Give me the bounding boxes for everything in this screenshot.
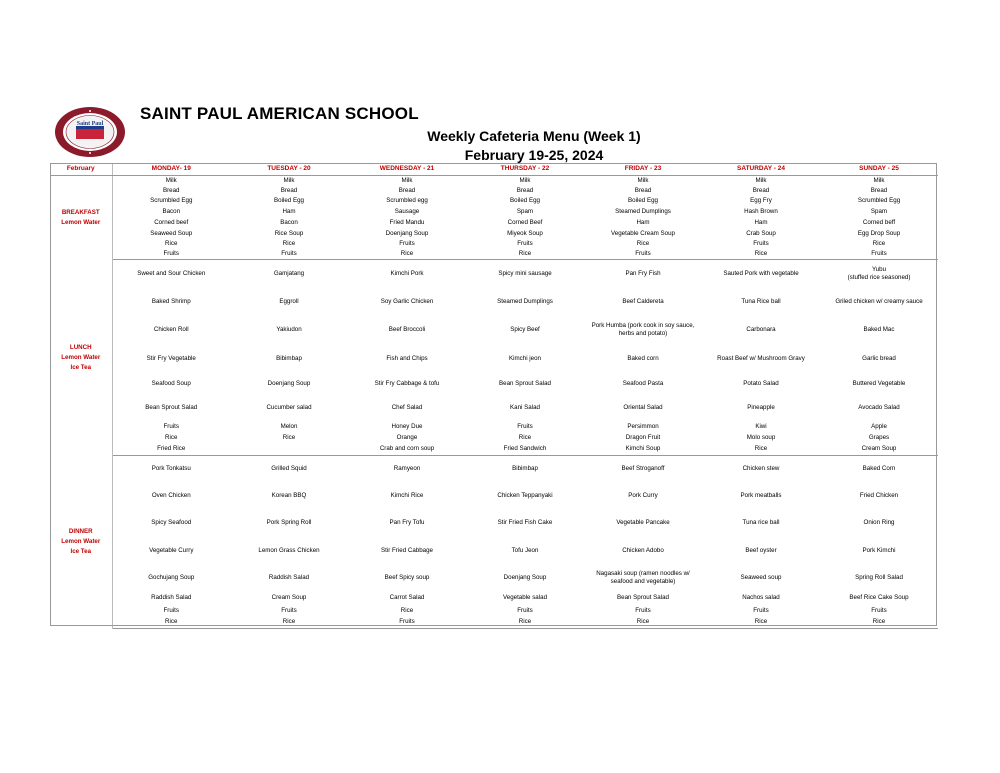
menu-item: Seaweed Soup xyxy=(150,229,193,237)
menu-item: Rice xyxy=(112,617,230,629)
menu-item: Doenjang Soup xyxy=(267,379,311,387)
menu-item: Ham xyxy=(282,208,296,215)
menu-item: Kimchi Rice xyxy=(390,492,424,499)
menu-item: Kimchi jeon xyxy=(509,354,541,362)
menu-item: Rice xyxy=(282,434,296,441)
menu-item: Milk xyxy=(519,177,531,184)
menu-item: Roast Beef w/ Mushroom Gravy xyxy=(717,354,805,362)
menu-item: Ham xyxy=(754,219,768,226)
menu-item: Stir Fried Cabbage xyxy=(381,546,433,554)
menu-item: Molo soup xyxy=(746,434,776,441)
menu-item: Nachos salad xyxy=(742,594,780,601)
menu-item: Rice Soup xyxy=(274,229,304,237)
month-header: February xyxy=(50,163,112,176)
menu-item: Rice xyxy=(466,617,584,629)
dinner-row xyxy=(50,565,938,592)
menu-item: Fruits xyxy=(112,249,230,260)
menu-item: Rice xyxy=(636,240,650,247)
breakfast-label: BREAKFAST Lemon Water xyxy=(50,176,112,260)
menu-item: Tuna rice ball xyxy=(742,519,780,526)
breakfast-row xyxy=(50,176,938,187)
menu-item: Scrumbled Egg xyxy=(857,197,901,204)
breakfast-row xyxy=(50,196,938,206)
menu-item: Seafood Soup xyxy=(151,379,191,387)
menu-item: Gochujang Soup xyxy=(148,574,195,581)
lunch-row xyxy=(50,444,938,456)
menu-item: Fruits xyxy=(753,606,769,614)
dinner-row xyxy=(50,483,938,510)
menu-item: Spicy Seafood xyxy=(151,519,192,526)
menu-item: Vegetable Cream Soup xyxy=(611,229,675,237)
menu-item: Scrumbled egg xyxy=(386,197,428,204)
breakfast-row xyxy=(50,218,938,228)
day-header-friday: FRIDAY - 23 xyxy=(584,163,702,176)
menu-item: Fruits xyxy=(399,240,415,247)
menu-item: Fried Rice xyxy=(112,444,230,456)
menu-item: Beef Spicy soup xyxy=(384,574,430,581)
menu-item: Bean Sprout Salad xyxy=(617,594,669,601)
menu-item: Gamjatang xyxy=(273,269,305,277)
menu-item: Fruits xyxy=(753,240,769,247)
menu-item: Fruits xyxy=(871,606,887,614)
menu-item: Kimchi Soup xyxy=(584,444,702,456)
day-header-monday: MONDAY- 19 xyxy=(112,163,230,176)
breakfast-row xyxy=(50,186,938,196)
menu-item: Kiwi xyxy=(755,422,767,430)
logo-text: Saint Paul xyxy=(76,121,104,127)
menu-item: Onion Ring xyxy=(863,519,895,526)
menu-title: Weekly Cafeteria Menu (Week 1) xyxy=(427,128,641,144)
menu-item: Bread xyxy=(398,187,416,194)
menu-item: Corned beef xyxy=(154,219,189,226)
menu-item: Milk xyxy=(401,177,413,184)
menu-item: Sweet and Sour Chicken xyxy=(137,269,206,277)
day-header-saturday: SATURDAY - 24 xyxy=(702,163,820,176)
menu-item: Crab and corn soup xyxy=(348,444,466,456)
menu-item: Melon xyxy=(280,422,298,430)
menu-item: Cucumber salad xyxy=(266,403,312,411)
menu-item: Fruits xyxy=(517,606,533,614)
menu-item: Soy Garlic Chicken xyxy=(380,297,434,305)
menu-item: Bibimbap xyxy=(512,465,538,473)
menu-item: Bread xyxy=(280,187,298,194)
menu-item: Pan Fry Tofu xyxy=(389,519,425,526)
menu-item: Grilled Squid xyxy=(271,465,307,473)
menu-item: Potato Salad xyxy=(743,379,779,387)
menu-item: Milk xyxy=(873,177,885,184)
menu-item: Kimchi Pork xyxy=(390,269,424,277)
menu-item: Bread xyxy=(634,187,652,194)
menu-item: Spam xyxy=(870,208,888,215)
menu-item: Spicy Beef xyxy=(510,326,540,333)
menu-item: Pork meatballs xyxy=(740,492,782,499)
menu-item: Apple xyxy=(871,422,887,430)
menu-item: Bacon xyxy=(162,208,181,215)
menu-item: Bean Sprout Salad xyxy=(145,403,198,411)
menu-item: Baked corn xyxy=(627,354,659,362)
lunch-row xyxy=(50,421,938,433)
lunch-row xyxy=(50,316,938,345)
menu-body xyxy=(50,176,938,629)
menu-item: Fruits xyxy=(517,422,533,430)
menu-item: Vegetable salad xyxy=(502,594,548,601)
menu-item: Rice xyxy=(282,240,296,247)
menu-item: Rice xyxy=(466,249,584,260)
menu-item: Milk xyxy=(637,177,649,184)
menu-item: Milk xyxy=(165,177,177,184)
menu-item: Beef oyster xyxy=(745,546,777,554)
menu-item: Ham xyxy=(636,219,650,226)
menu-item: Rice xyxy=(702,444,820,456)
menu-item: Tuna Rice ball xyxy=(741,297,781,305)
menu-item: Carrot Salad xyxy=(389,594,425,601)
day-header-tuesday: TUESDAY - 20 xyxy=(230,163,348,176)
menu-item: Oriental Salad xyxy=(623,403,663,411)
menu-item: Fruits xyxy=(163,606,179,614)
breakfast-row xyxy=(50,206,938,218)
day-header-sunday: SUNDAY - 25 xyxy=(820,163,938,176)
breakfast-row xyxy=(50,249,938,260)
menu-item: Beef Caldereta xyxy=(622,297,664,305)
lunch-row xyxy=(50,395,938,421)
menu-item: Oven Chicken xyxy=(151,492,191,499)
menu-table xyxy=(50,163,938,629)
menu-item: Spicy mini sausage xyxy=(498,269,552,277)
menu-item: Corned beff xyxy=(862,219,896,226)
menu-item: Fruits xyxy=(348,617,466,629)
lunch-row xyxy=(50,433,938,444)
menu-item: Eggroll xyxy=(279,297,299,305)
menu-item: Steamed Dumplings xyxy=(615,208,671,215)
breakfast-row xyxy=(50,228,938,239)
menu-item: Milk xyxy=(283,177,295,184)
menu-item: Sauted Pork with vegetable xyxy=(723,269,799,277)
dinner-row xyxy=(50,617,938,629)
menu-item: Boiled Egg xyxy=(628,197,658,204)
menu-item: Carbonara xyxy=(746,326,776,333)
menu-item: Baked Shrimp xyxy=(151,297,191,305)
menu-item: Vegetable Curry xyxy=(149,546,194,554)
menu-item: Boiled Egg xyxy=(510,197,540,204)
menu-item: Fish and Chips xyxy=(386,354,428,362)
menu-item: Rice xyxy=(165,240,178,247)
dinner-row xyxy=(50,537,938,565)
dinner-row xyxy=(50,456,938,483)
menu-item: Rice xyxy=(584,617,702,629)
menu-item: Fried Chicken xyxy=(859,492,899,499)
menu-item: Nagasaki soup (ramen noodles w/ seafood and vegetable) xyxy=(596,570,690,585)
dinner-label: DINNER Lemon Water Ice Tea xyxy=(50,456,112,629)
menu-item: Bibimbap xyxy=(276,354,302,362)
menu-item: Bread xyxy=(516,187,534,194)
menu-item: Orange xyxy=(396,434,418,441)
menu-item: Fruits xyxy=(163,422,179,430)
menu-item: Stir Fry Cabbage & tofu xyxy=(374,379,440,387)
menu-item: Tofu Jeon xyxy=(511,546,539,554)
menu-item: Pan Fry Fish xyxy=(625,269,661,277)
dinner-row xyxy=(50,510,938,537)
menu-item: Buttered Vegetable xyxy=(852,379,906,387)
dinner-row xyxy=(50,605,938,617)
menu-item: Beef Stroganoff xyxy=(621,465,665,473)
menu-item: Korean BBQ xyxy=(271,492,307,499)
menu-item: Lemon Grass Chicken xyxy=(258,546,320,554)
menu-item: Stir Fry Vegetable xyxy=(146,354,196,362)
menu-item: Chicken Teppanyaki xyxy=(497,492,553,499)
menu-item: Bread xyxy=(752,187,770,194)
menu-item: Beef Rice Cake Soup xyxy=(849,594,909,601)
menu-item: Fruits xyxy=(281,606,297,614)
menu-item: Rice xyxy=(348,249,466,260)
menu-item: Vegetable Pancake xyxy=(616,519,670,526)
menu-item: Doenjang Soup xyxy=(385,229,429,237)
menu-item: Rice xyxy=(872,240,886,247)
menu-item: Pork Tonkatsu xyxy=(151,465,191,473)
menu-item: Stir Fried Fish Cake xyxy=(497,519,553,526)
day-header-thursday: THURSDAY - 22 xyxy=(466,163,584,176)
menu-item: Spring Roll Salad xyxy=(855,574,903,581)
menu-item: Milk xyxy=(755,177,767,184)
lunch-row xyxy=(50,260,938,288)
menu-item: Persimmon xyxy=(627,422,659,430)
menu-item: Bean Sprout Salad xyxy=(499,379,551,387)
menu-item: Cream Soup xyxy=(271,594,307,601)
menu-item: Dragon Fruit xyxy=(625,434,661,441)
menu-item: Fruits xyxy=(517,240,533,247)
menu-item: Sausage xyxy=(394,208,420,215)
menu-item: Chicken Roll xyxy=(153,326,189,333)
menu-item: Kani Salad xyxy=(510,403,540,411)
menu-item: Seaweed soup xyxy=(740,574,782,581)
menu-item: Pork Kimchi xyxy=(862,546,896,554)
menu-item: Pineapple xyxy=(747,403,775,411)
dinner-row xyxy=(50,592,938,605)
menu-item: Chicken Adobo xyxy=(622,546,664,554)
menu-item: Egg Fry xyxy=(750,197,772,204)
menu-item: Doenjang Soup xyxy=(503,574,547,581)
lunch-row xyxy=(50,345,938,373)
menu-item: Bread xyxy=(870,187,888,194)
menu-item: Fried Sandwich xyxy=(466,444,584,456)
menu-item: Ramyeon xyxy=(393,465,421,473)
menu-item: Pork Humba (pork cook in soy sauce, herbs and potato) xyxy=(591,322,695,337)
menu-item: Rice xyxy=(400,606,414,614)
menu-item: Boiled Egg xyxy=(274,197,304,204)
menu-item: Yakiudon xyxy=(276,326,302,333)
menu-item: Rice xyxy=(518,434,532,441)
breakfast-row xyxy=(50,239,938,249)
menu-item: Avocado Salad xyxy=(858,403,900,411)
menu-dates: February 19-25, 2024 xyxy=(464,147,604,163)
menu-item: Rice xyxy=(230,617,348,629)
menu-item: Honey Due xyxy=(391,422,423,430)
menu-item: Grapes xyxy=(868,434,890,441)
day-header-wednesday: WEDNESDAY - 21 xyxy=(348,163,466,176)
menu-item: Baked Mac xyxy=(863,326,895,333)
day-header-row xyxy=(50,163,938,176)
menu-item: Chicken stew xyxy=(742,465,780,473)
menu-item: Spam xyxy=(516,208,534,215)
lunch-row xyxy=(50,373,938,395)
menu-item: Fried Mandu xyxy=(389,219,425,226)
menu-item xyxy=(230,444,348,456)
menu-item: Raddish Salad xyxy=(268,574,310,581)
school-name: SAINT PAUL AMERICAN SCHOOL xyxy=(140,104,419,123)
menu-item: Crab Soup xyxy=(746,229,776,237)
menu-item: Yubu (stuffed rice seasoned) xyxy=(847,265,911,281)
menu-item: Raddish Salad xyxy=(151,594,192,601)
menu-item: Seafood Pasta xyxy=(622,379,664,387)
menu-item: Rice xyxy=(165,434,178,441)
menu-item: Hash Brown xyxy=(744,208,778,215)
menu-item: Corned Beef xyxy=(507,219,543,226)
menu-item: Fruits xyxy=(635,606,651,614)
lunch-row xyxy=(50,288,938,316)
menu-item: Fruits xyxy=(230,249,348,260)
menu-item: Bread xyxy=(162,187,180,194)
menu-item: Chef Salad xyxy=(391,403,423,411)
menu-item: Fruits xyxy=(584,249,702,260)
menu-item: Fruits xyxy=(820,249,938,260)
menu-item: Pork Spring Roll xyxy=(266,519,312,526)
menu-item: Griled chicken w/ creamy sauce xyxy=(835,297,923,305)
menu-item: Rice xyxy=(702,249,820,260)
menu-item: Beef Broccoli xyxy=(388,326,426,333)
menu-item: Baked Corn xyxy=(862,465,896,473)
menu-item: Scrumbled Egg xyxy=(150,197,193,204)
menu-item: Steamed Dumplings xyxy=(497,297,553,305)
menu-item: Miyeok Soup xyxy=(507,229,543,237)
menu-item: Egg Drop Soup xyxy=(857,229,901,237)
menu-item: Rice xyxy=(702,617,820,629)
menu-item: Pork Curry xyxy=(628,492,658,499)
menu-item: Garlic bread xyxy=(862,354,896,362)
menu-item: Rice xyxy=(820,617,938,629)
lunch-label: LUNCH Lemon Water Ice Tea xyxy=(50,260,112,456)
menu-item: Bacon xyxy=(280,219,298,226)
menu-item: Cream Soup xyxy=(820,444,938,456)
